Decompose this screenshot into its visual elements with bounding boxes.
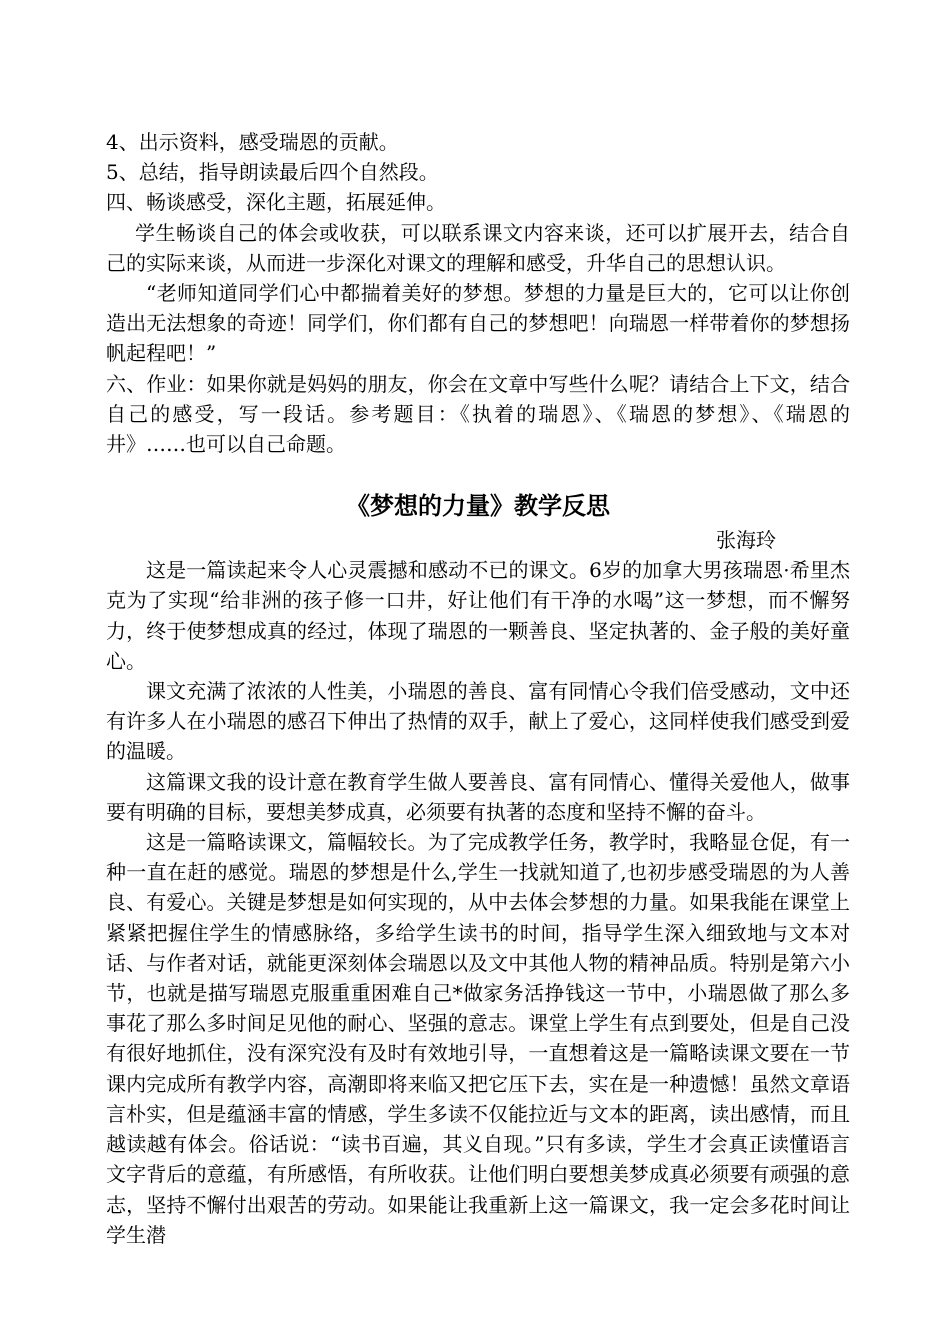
reflection-author: 张海玲 — [716, 528, 776, 553]
part-4-heading: 四、畅谈感受，深化主题，拓展延伸。 — [106, 190, 446, 215]
reflection-paragraph-1: 这是一篇读起来令人心灵震撼和感动不已的课文。6岁的加拿大男孩瑞恩·希里杰克为了实现“给非洲的孩子修一口井，好让他们有干净的水喝”这一梦想，而不懈努力，终于使梦想成真的经过，体现了瑞恩的一颗善良、坚定执著的、金子般的美好童心。 — [106, 558, 850, 673]
homework-paragraph: 六、作业：如果你就是妈妈的朋友，你会在文章中写些什么呢？请结合上下文，结合自己的感受，写一段话。参考题目：《执着的瑞恩》、《瑞恩的梦想》、《瑞恩的井》……也可以自己命题。 — [106, 371, 850, 457]
share-paragraph: 学生畅谈自己的体会或收获，可以联系课文内容来谈，还可以扩展开去，结合自己的实际来谈，从而进一步深化对课文的理解和感受，升华自己的思想认识。 — [106, 220, 850, 275]
reflection-paragraph-2: 课文充满了浓浓的人性美，小瑞恩的善良、富有同情心令我们倍受感动，文中还有许多人在小瑞恩的感召下伸出了热情的双手，献上了爱心，这同样使我们感受到爱的温暖。 — [106, 679, 850, 764]
document-body — [106, 127, 850, 1250]
teacher-quote-paragraph: “老师知道同学们心中都揣着美好的梦想。梦想的力量是巨大的，它可以让你创造出无法想象的奇迹！同学们，你们都有自己的梦想吧！向瑞恩一样带着你的梦想扬帆起程吧！” — [106, 281, 850, 366]
step-5-line: 5、总结，指导朗读最后四个自然段。 — [106, 160, 439, 185]
step-4-line: 4、出示资料，感受瑞恩的贡献。 — [106, 130, 399, 154]
reflection-paragraph-4: 这是一篇略读课文，篇幅较长。为了完成教学任务，教学时，我略显仓促，有一种一直在赶的感觉。瑞恩的梦想是什么,学生一找就知道了,也初步感受瑞恩的为人善良、有爱心。关键是梦想是如何实现的，从中去体会梦想的力量。如果我能在课堂上紧紧把握住学生的情感脉络，多给学生读书的时间，指导学生深入细致地与文本对话、与作者对话，就能更深刻体会瑞恩以及文中其他人物的精神品质。特别是第六小节，也就是描写瑞恩克服重重困难自己*做家务活挣钱这一节中，小瑞恩做了那么多事花了那么多时间足见他的耐心、坚强的意志。课堂上学生有点到要处，但是自己没有很好地抓住，没有深究没有及时有效地引导，一直想着这是一篇略读课文要在一节课内完成所有教学内容，高潮即将来临又把它压下去，实在是一种遗憾！虽然文章语言朴实，但是蕴涵丰富的情感，学生多读不仅能拉近与文本的距离，读出感情，而且越读越有体会。俗话说：“读书百遍，其义自现。”只有多读，学生才会真正读懂语言文字背后的意蕴，有所感悟，有所收获。让他们明白要想美梦成真必须要有顽强的意志，坚持不懈付出艰苦的劳动。如果能让我重新上这一篇课文，我一定会多花时间让学生潜 — [106, 830, 850, 1247]
reflection-title: 《梦想的力量》教学反思 — [346, 492, 610, 521]
reflection-paragraph-3: 这篇课文我的设计意在教育学生做人要善良、富有同情心、懂得关爱他人，做事要有明确的目标，要想美梦成真，必须要有执著的态度和坚持不懈的奋斗。 — [106, 769, 850, 824]
